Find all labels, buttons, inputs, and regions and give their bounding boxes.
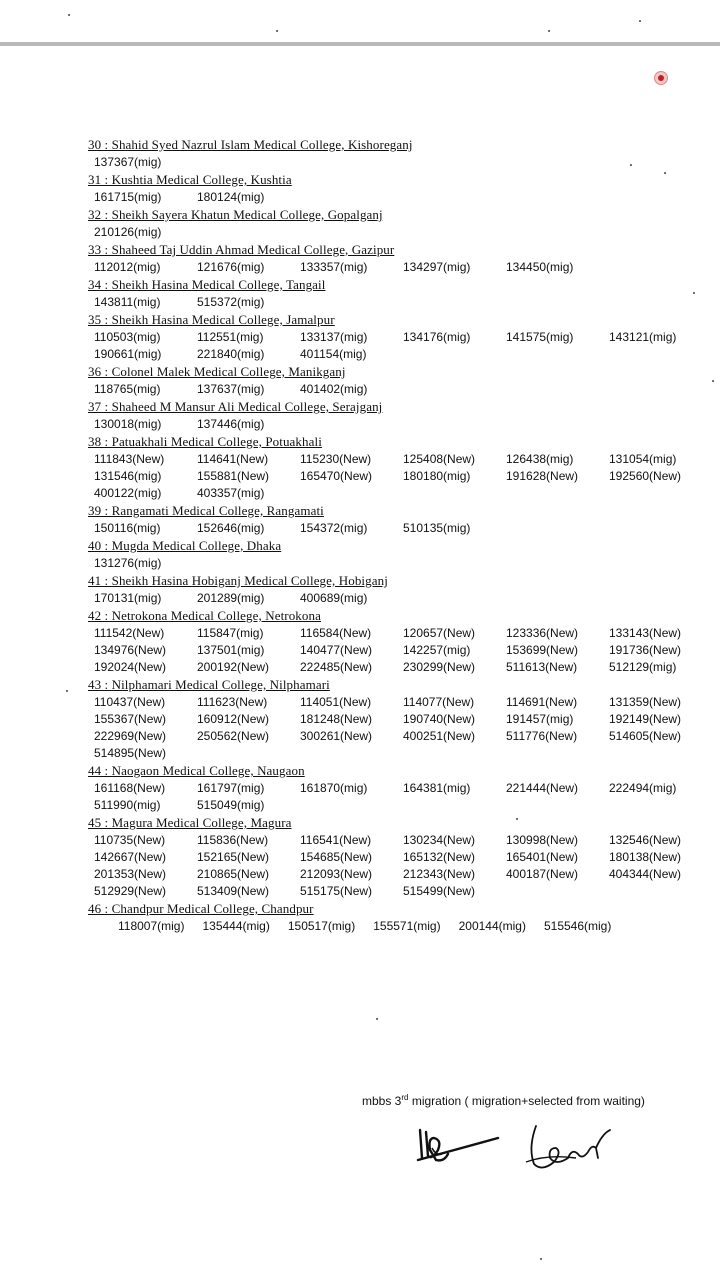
speck <box>540 1258 542 1260</box>
roll-number: 404344(New) <box>609 867 682 881</box>
roll-number: 181248(New) <box>300 712 373 726</box>
roll-number: 154372(mig) <box>300 521 368 535</box>
college-section <box>88 311 718 363</box>
roll-number: 164381(mig) <box>403 781 471 795</box>
college-title: 43 : Nilphamari Medical College, Nilphamari <box>88 677 330 692</box>
roll-number: 190740(New) <box>403 712 476 726</box>
college-title: 44 : Naogaon Medical College, Naugaon <box>88 763 305 778</box>
roll-number: 511776(New) <box>506 729 578 743</box>
roll-number: 133143(New) <box>609 626 682 640</box>
roll-number: 131276(mig) <box>94 556 162 570</box>
roll-list <box>88 780 718 814</box>
roll-number: 140477(New) <box>300 643 373 657</box>
roll-number: 165132(New) <box>403 850 476 864</box>
roll-list <box>88 259 718 276</box>
roll-number: 165401(New) <box>506 850 579 864</box>
roll-number: 192149(New) <box>609 712 682 726</box>
roll-number: 512129(mig) <box>609 660 677 674</box>
college-section <box>88 502 718 537</box>
roll-list <box>88 590 718 607</box>
roll-number: 111843(New) <box>94 452 165 466</box>
roll-number: 250562(New) <box>197 729 270 743</box>
roll-list <box>88 189 718 206</box>
college-title: 31 : Kushtia Medical College, Kushtia <box>88 172 292 187</box>
roll-number: 515175(New) <box>300 884 373 898</box>
roll-number: 126438(mig) <box>506 452 574 466</box>
roll-list <box>88 625 718 676</box>
college-title: 42 : Netrokona Medical College, Netrokona <box>88 608 321 623</box>
roll-number: 160912(New) <box>197 712 270 726</box>
roll-number: 170131(mig) <box>94 591 162 605</box>
roll-list <box>88 224 718 241</box>
record-dot-icon <box>654 71 668 85</box>
top-rule <box>0 42 720 46</box>
roll-number: 137446(mig) <box>197 417 265 431</box>
roll-list <box>88 918 718 935</box>
college-title: 41 : Sheikh Hasina Hobiganj Medical College, Hobiganj <box>88 573 388 588</box>
college-title: 36 : Colonel Malek Medical College, Manikganj <box>88 364 346 379</box>
roll-number: 191457(mig) <box>506 712 574 726</box>
roll-number: 210865(New) <box>197 867 270 881</box>
roll-number: 210126(mig) <box>94 225 162 239</box>
roll-number: 400689(mig) <box>300 591 368 605</box>
roll-number: 114691(New) <box>506 695 578 709</box>
college-section <box>88 136 718 171</box>
college-section <box>88 276 718 311</box>
footer-superscript: rd <box>401 1093 409 1102</box>
roll-number: 515049(mig) <box>197 798 265 812</box>
footer-prefix: mbbs 3 <box>362 1094 402 1108</box>
roll-number: 200192(New) <box>197 660 270 674</box>
roll-number: 114077(New) <box>403 695 475 709</box>
footer-note <box>362 1093 645 1108</box>
college-section <box>88 676 718 762</box>
college-title: 45 : Magura Medical College, Magura <box>88 815 292 830</box>
speck <box>639 20 641 22</box>
college-section <box>88 241 718 276</box>
speck <box>548 30 550 32</box>
footer-suffix: migration ( migration+selected from waiting) <box>408 1094 645 1108</box>
roll-number: 222494(mig) <box>609 781 677 795</box>
roll-number: 180124(mig) <box>197 190 265 204</box>
roll-number: 114051(New) <box>300 695 372 709</box>
roll-list <box>88 555 718 572</box>
roll-number: 514895(New) <box>94 746 167 760</box>
college-section <box>88 171 718 206</box>
roll-number: 401154(mig) <box>300 347 367 361</box>
roll-number: 222485(New) <box>300 660 373 674</box>
roll-number: 131359(New) <box>609 695 682 709</box>
college-section <box>88 537 718 572</box>
roll-number: 230299(New) <box>403 660 476 674</box>
roll-number: 142257(mig) <box>403 643 471 657</box>
roll-number: 111542(New) <box>94 626 165 640</box>
roll-number: 131054(mig) <box>609 452 677 466</box>
college-title: 37 : Shaheed M Mansur Ali Medical College, Serajganj <box>88 399 383 414</box>
roll-number: 403357(mig) <box>197 486 265 500</box>
college-section <box>88 762 718 814</box>
roll-number: 153699(New) <box>506 643 579 657</box>
roll-number: 400122(mig) <box>94 486 162 500</box>
roll-number: 134297(mig) <box>403 260 471 274</box>
college-title: 46 : Chandpur Medical College, Chandpur <box>88 901 314 916</box>
roll-number: 161797(mig) <box>197 781 265 795</box>
roll-number: 134450(mig) <box>506 260 574 274</box>
roll-number: 180180(mig) <box>403 469 471 483</box>
roll-number: 515546(mig) <box>543 919 612 933</box>
roll-number: 201289(mig) <box>197 591 265 605</box>
college-title: 30 : Shahid Syed Nazrul Islam Medical College, Kishoreganj <box>88 137 413 152</box>
roll-list <box>88 329 718 363</box>
roll-number: 115836(New) <box>197 833 269 847</box>
college-title: 39 : Rangamati Medical College, Rangamati <box>88 503 324 518</box>
roll-number: 133137(mig) <box>300 330 368 344</box>
roll-number: 137367(mig) <box>94 155 162 169</box>
roll-number: 150116(mig) <box>94 521 161 535</box>
speck <box>516 818 518 820</box>
college-title: 35 : Sheikh Hasina Medical College, Jamalpur <box>88 312 335 327</box>
roll-number: 155881(New) <box>197 469 270 483</box>
roll-number: 112551(mig) <box>197 330 264 344</box>
roll-number: 161870(mig) <box>300 781 368 795</box>
roll-number: 191628(New) <box>506 469 579 483</box>
roll-number: 118007(mig) <box>118 919 185 933</box>
speck <box>712 380 714 382</box>
roll-number: 131546(mig) <box>94 469 162 483</box>
roll-number: 400187(New) <box>506 867 579 881</box>
roll-number: 510135(mig) <box>403 521 471 535</box>
college-section <box>88 206 718 241</box>
roll-number: 400251(New) <box>403 729 476 743</box>
roll-list <box>88 520 718 537</box>
roll-number: 165470(New) <box>300 469 373 483</box>
roll-number: 120657(New) <box>403 626 476 640</box>
signature-left <box>412 1120 502 1170</box>
roll-number: 111623(New) <box>197 695 268 709</box>
roll-number: 135444(mig) <box>202 919 270 933</box>
roll-number: 130018(mig) <box>94 417 162 431</box>
college-section <box>88 900 718 935</box>
speck <box>693 292 695 294</box>
speck <box>68 14 70 16</box>
speck <box>630 164 632 166</box>
speck <box>376 1018 378 1020</box>
roll-number: 155367(New) <box>94 712 167 726</box>
roll-number: 121676(mig) <box>197 260 265 274</box>
roll-number: 192024(New) <box>94 660 167 674</box>
roll-number: 300261(New) <box>300 729 373 743</box>
roll-list <box>88 381 718 398</box>
roll-number: 115847(mig) <box>197 626 264 640</box>
college-section <box>88 814 718 900</box>
roll-number: 137637(mig) <box>197 382 265 396</box>
roll-number: 514605(New) <box>609 729 682 743</box>
roll-number: 125408(New) <box>403 452 476 466</box>
roll-number: 152646(mig) <box>197 521 265 535</box>
roll-number: 130998(New) <box>506 833 579 847</box>
roll-number: 161168(New) <box>94 781 166 795</box>
roll-number: 130234(New) <box>403 833 476 847</box>
speck <box>664 172 666 174</box>
roll-number: 511990(mig) <box>94 798 161 812</box>
college-title: 33 : Shaheed Taj Uddin Ahmad Medical College, Gazipur <box>88 242 395 257</box>
roll-number: 142667(New) <box>94 850 167 864</box>
roll-number: 134976(New) <box>94 643 167 657</box>
roll-number: 133357(mig) <box>300 260 368 274</box>
roll-number: 512929(New) <box>94 884 167 898</box>
college-section <box>88 363 718 398</box>
roll-list <box>88 154 718 171</box>
roll-list <box>88 294 718 311</box>
signature-right <box>518 1118 618 1178</box>
roll-number: 114641(New) <box>197 452 269 466</box>
roll-number: 110735(New) <box>94 833 166 847</box>
roll-number: 192560(New) <box>609 469 682 483</box>
roll-number: 143121(mig) <box>609 330 677 344</box>
roll-number: 161715(mig) <box>94 190 162 204</box>
roll-number: 118765(mig) <box>94 382 161 396</box>
college-section <box>88 433 718 502</box>
roll-number: 143811(mig) <box>94 295 161 309</box>
roll-number: 212343(New) <box>403 867 476 881</box>
college-title: 40 : Mugda Medical College, Dhaka <box>88 538 282 553</box>
roll-number: 180138(New) <box>609 850 682 864</box>
college-section <box>88 398 718 433</box>
college-section <box>88 572 718 607</box>
roll-number: 221444(New) <box>506 781 579 795</box>
roll-number: 190661(mig) <box>94 347 162 361</box>
roll-list <box>88 694 718 762</box>
roll-number: 137501(mig) <box>197 643 265 657</box>
college-section <box>88 607 718 676</box>
roll-number: 116541(New) <box>300 833 372 847</box>
college-title: 38 : Patuakhali Medical College, Potuakhali <box>88 434 322 449</box>
roll-number: 110437(New) <box>94 695 166 709</box>
roll-number: 513409(New) <box>197 884 270 898</box>
roll-number: 201353(New) <box>94 867 167 881</box>
roll-number: 152165(New) <box>197 850 270 864</box>
college-title: 32 : Sheikh Sayera Khatun Medical College, Gopalganj <box>88 207 383 222</box>
college-list <box>88 136 718 935</box>
roll-list <box>88 451 718 502</box>
roll-number: 115230(New) <box>300 452 372 466</box>
roll-number: 134176(mig) <box>403 330 471 344</box>
roll-number: 112012(mig) <box>94 260 161 274</box>
roll-number: 123336(New) <box>506 626 579 640</box>
roll-number: 515499(New) <box>403 884 476 898</box>
roll-number: 150517(mig) <box>287 919 356 933</box>
roll-number: 155571(mig) <box>373 919 441 933</box>
roll-number: 515372(mig) <box>197 295 265 309</box>
roll-number: 212093(New) <box>300 867 373 881</box>
speck <box>66 690 68 692</box>
speck <box>276 30 278 32</box>
roll-number: 116584(New) <box>300 626 372 640</box>
roll-list <box>88 832 718 900</box>
roll-number: 511613(New) <box>506 660 578 674</box>
roll-number: 191736(New) <box>609 643 682 657</box>
roll-number: 154685(New) <box>300 850 373 864</box>
roll-list <box>88 416 718 433</box>
roll-number: 141575(mig) <box>506 330 574 344</box>
roll-number: 222969(New) <box>94 729 167 743</box>
roll-number: 132546(New) <box>609 833 682 847</box>
roll-number: 200144(mig) <box>458 919 526 933</box>
roll-number: 110503(mig) <box>94 330 161 344</box>
roll-number: 401402(mig) <box>300 382 368 396</box>
roll-number: 221840(mig) <box>197 347 265 361</box>
college-title: 34 : Sheikh Hasina Medical College, Tangail <box>88 277 326 292</box>
